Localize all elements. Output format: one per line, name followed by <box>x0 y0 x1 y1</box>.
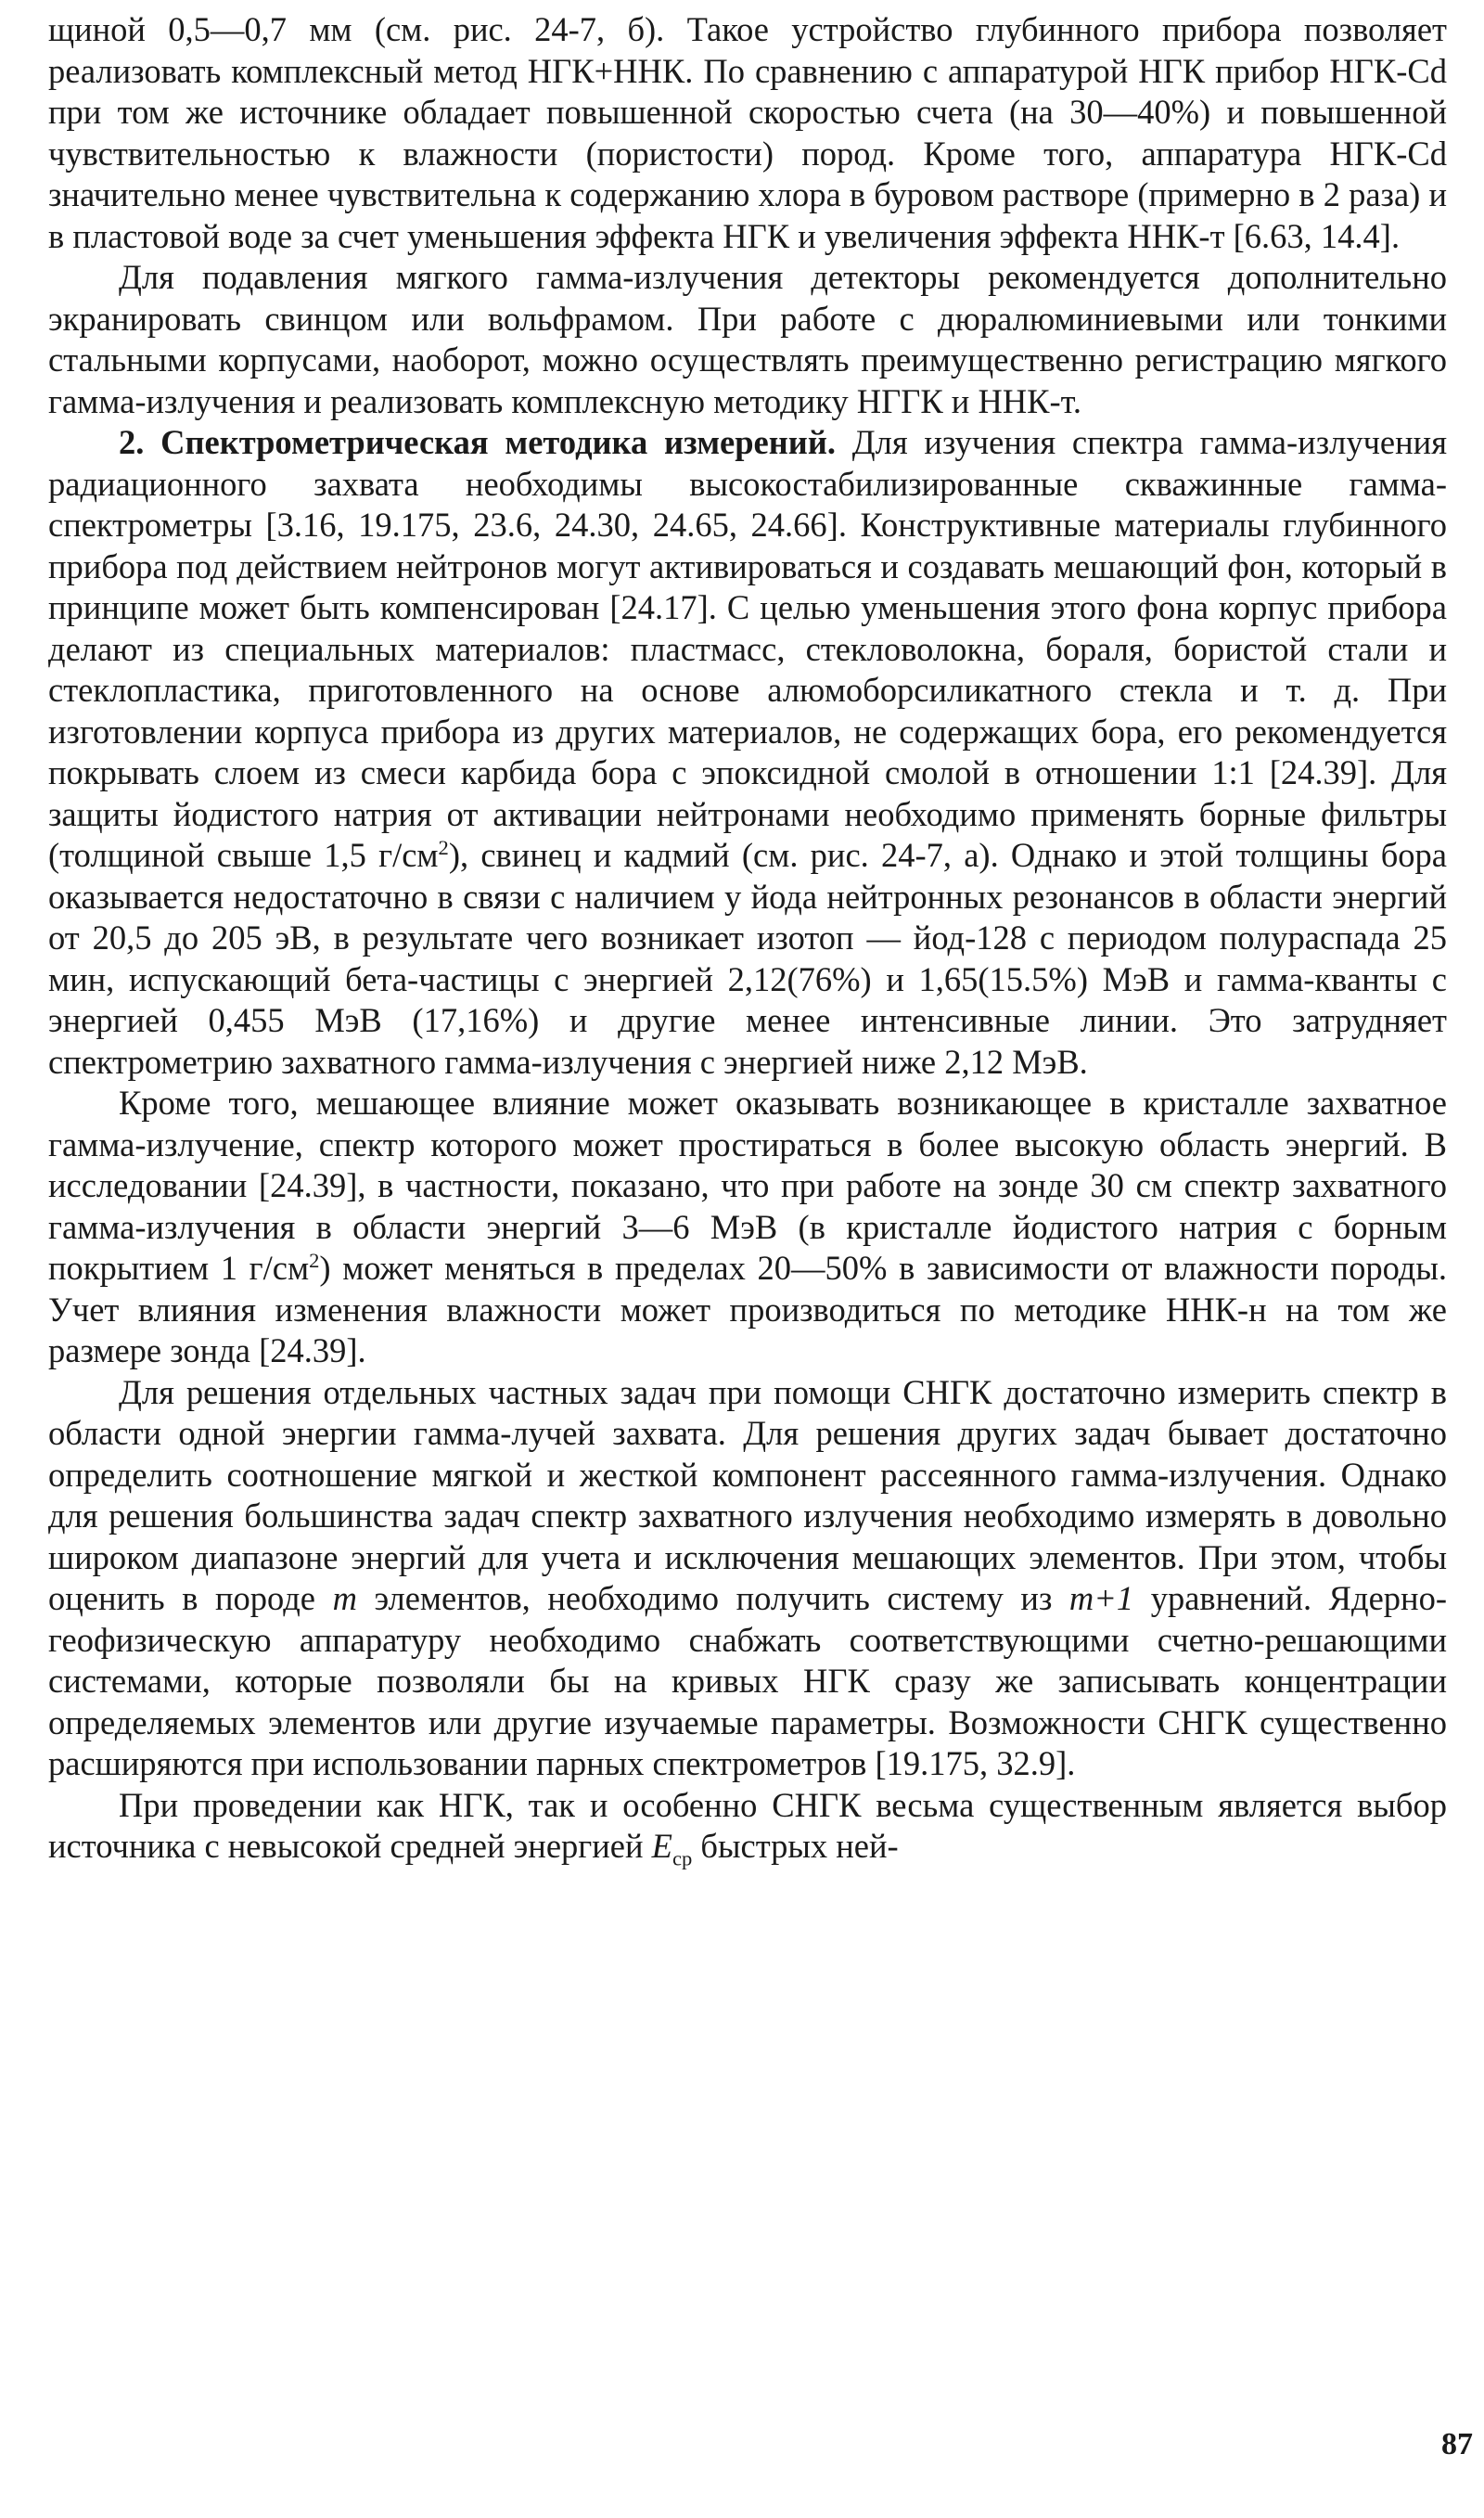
paragraph-2-text: Для подавления мягкого гамма-излучения детекторы рекомендуется дополнительно экранировать свинцом или вольфрамом. При работе с дюралюминиевыми или тонкими стальными корпусами, наоборот, можно осуществлять преимущественно регистрацию мягкого гамма-излучения и реализовать комплексную методику НГГК и ННК-т. <box>48 258 1447 420</box>
page-number: 87 <box>1441 2427 1473 2461</box>
paragraph-5-text-c: уравнений. Ядерно-геофизическую аппаратуру необходимо снабжать соответствующими счетно-решающими системами, которые позволяли бы на кривых НГК сразу же записывать концентрации определяемых элементов или другие изучаемые параметры. Возможности СНГК существенно расширяются при использовании парных спектрометров [19.175, 32.9]. <box>48 1579 1447 1782</box>
paragraph-3 <box>48 422 1447 1083</box>
variable-m-plus-1: m+1 <box>1068 1579 1134 1617</box>
paragraph-4 <box>48 1083 1447 1372</box>
paragraph-2 <box>48 257 1447 422</box>
paragraph-5-text-a: Для решения отдельных частных задач при помощи СНГК достаточно измерить спектр в области одной энергии гамма-лучей захвата. Для решения других задач бывает достаточно определить соотношение мягкой и жесткой компонент рассеянного гамма-излучения. Однако для решения большинства задач спектр захватного излучения необходимо измерять в довольно широком диапазоне энергий для учета и исключения мешающих элементов. При этом, чтобы оценить в породе <box>48 1372 1447 1617</box>
paragraph-1-text: щиной 0,5—0,7 мм (см. рис. 24-7, б). Такое устройство глубинного прибора позволяет реализовать комплексный метод НГК+ННК. По сравнению с аппаратурой НГК прибор НГК-Cd при том же источнике обладает повышенной скоростью счета (на 30—40%) и повышенной чувствительностью к влажности (пористости) пород. Кроме того, аппаратура НГК-Cd значительно менее чувствительна к содержанию хлора в буровом растворе (примерно в 2 раза) и в пластовой воде за счет уменьшения эффекта НГК и увеличения эффекта ННК-т [6.63, 14.4]. <box>48 10 1447 255</box>
variable-m: m <box>332 1579 357 1617</box>
paragraph-4-text-b: ) может меняться в пределах 20—50% в зависимости от влажности породы. Учет влияния изменения влажности может производиться по методике ННК-н на том же размере зонда [24.39]. <box>48 1249 1447 1369</box>
paragraph-6-text-a: При проведении как НГК, так и особенно СНГК весьма существенным является выбор источника с невысокой средней энергией <box>48 1785 1447 1865</box>
variable-E: E <box>651 1827 672 1865</box>
superscript-2: 2 <box>309 1248 320 1272</box>
subscript-sr: ср <box>672 1846 693 1870</box>
paragraph-4-text-a: Кроме того, мешающее влияние может оказывать возникающее в кристалле захватное гамма-излучение, спектр которого может простираться в более высокую область энергий. В исследовании [24.39], в частности, показано, что при работе на зонде 30 см спектр захватного гамма-излучения в области энергий 3—6 МэВ (в кристалле йодистого натрия с борным покрытием 1 г/см <box>48 1084 1447 1287</box>
paragraph-3-text-a: Для изучения спектра гамма-излучения радиационного захвата необходимы высокостабилизированные скважинные гамма-спектрометры [3.16, 19.175, 23.6, 24.30, 24.65, 24.66]. Конструктивные материалы глубинного прибора под действием нейтронов могут активироваться и создавать мешающий фон, который в принципе может быть компенсирован [24.17]. С целью уменьшения этого фона корпус прибора делают из специальных материалов: пластмасс, стекловолокна, бораля, бористой стали и стеклопластика, приготовленного на основе алюмоборсиликатного стекла и т. д. При изготовлении корпуса прибора из других материалов, не содержащих бора, его рекомендуется покрывать слоем из смеси карбида бора с эпоксидной смолой в отношении 1:1 [24.39]. Для защиты йодистого натрия от активации нейтронами необходимо применять борные фильтры (толщиной свыше 1,5 г/см <box>48 423 1447 874</box>
book-page <box>48 9 1447 2505</box>
paragraph-1 <box>48 9 1447 257</box>
superscript-2: 2 <box>438 835 449 859</box>
paragraph-5-text-b: элементов, необходимо получить систему из <box>356 1579 1069 1617</box>
paragraph-5 <box>48 1372 1447 1785</box>
paragraph-6 <box>48 1785 1447 1868</box>
paragraph-3-text-b: ), свинец и кадмий (см. рис. 24-7, а). Однако и этой толщины бора оказывается недостаточно в связи с наличием у йода нейтронных резонансов в области энергий от 20,5 до 205 эВ, в результате чего возникает изотоп — йод-128 с периодом полураспада 25 мин, испускающий бета-частицы с энергией 2,12(76%) и 1,65(15.5%) МэВ и гамма-кванты с энергией 0,455 МэВ (17,16%) и другие менее интенсивные линии. Это затрудняет спектрометрию захватного гамма-излучения с энергией ниже 2,12 МэВ. <box>48 836 1447 1081</box>
section-heading-spectrometric-method: 2. Спектрометрическая методика измерений. <box>119 423 836 461</box>
paragraph-6-text-b: быстрых ней- <box>692 1827 899 1865</box>
